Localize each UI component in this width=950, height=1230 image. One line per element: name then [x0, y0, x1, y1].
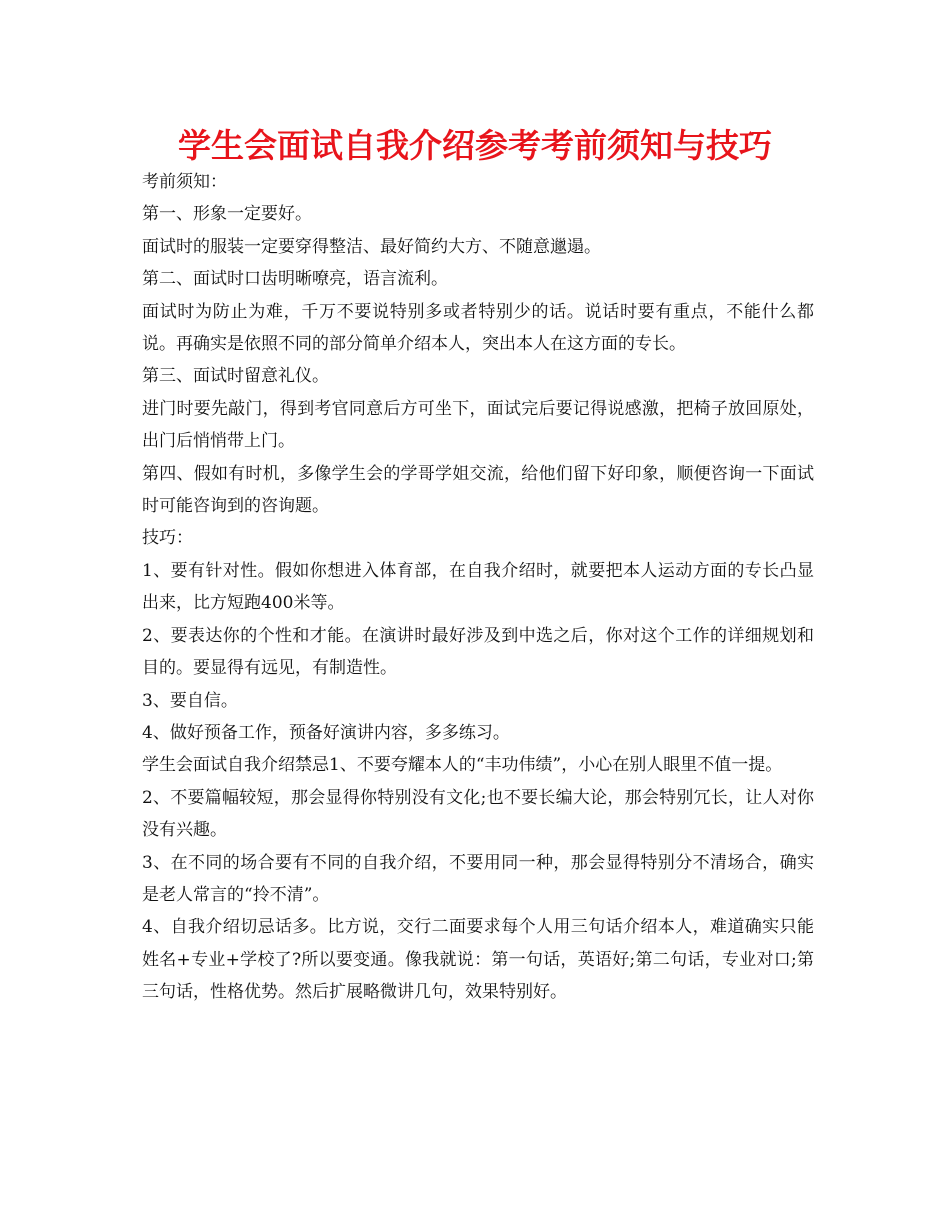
paragraph: 3、要自信。 [142, 690, 238, 711]
paragraph: 技巧： [142, 528, 193, 549]
paragraph: 4、做好预备工作，预备好演讲内容，多多练习。 [142, 722, 510, 743]
document-body [142, 166, 814, 1009]
paragraph: 第四、假如有时机，多像学生会的学哥学姐交流，给他们留下好印象，顺便咨询一下面试时可能咨询到的咨询题。 [142, 463, 814, 517]
paragraph: 2、要表达你的个性和才能。在演讲时最好涉及到中选之后，你对这个工作的详细规划和目的。要显得有远见，有制造性。 [142, 625, 814, 679]
paragraph: 第三、面试时留意礼仪。 [142, 366, 329, 387]
paragraph: 2、不要篇幅较短，那会显得你特别没有文化;也不要长编大论，那会特别冗长，让人对你没有兴趣。 [142, 787, 814, 841]
paragraph: 第二、面试时口齿明晰嘹亮，语言流利。 [142, 269, 448, 290]
paragraph: 1、要有针对性。假如你想进入体育部，在自我介绍时，就要把本人运动方面的专长凸显出来，比方短跑400米等。 [142, 560, 814, 614]
paragraph: 4、自我介绍切忌话多。比方说，交行二面要求每个人用三句话介绍本人，难道确实只能姓名+专业+学校了?所以要变通。像我就说：第一句话，英语好;第二句话，专业对口;第三句话，性格优势。然后扩展略微讲几句，效果特别好。 [142, 917, 814, 1003]
document-title: 学生会面试自我介绍参考考前须知与技巧 [178, 126, 772, 165]
paragraph: 学生会面试自我介绍禁忌1、不要夸耀本人的“丰功伟绩”，小心在别人眼里不值一提。 [142, 755, 783, 776]
paragraph: 考前须知： [142, 172, 227, 192]
paragraph: 面试时的服装一定要穿得整洁、最好简约大方、不随意邋遢。 [142, 236, 601, 257]
paragraph: 面试时为防止为难，千万不要说特别多或者特别少的话。说话时要有重点，不能什么都说。再确实是依照不同的部分简单介绍本人，突出本人在这方面的专长。 [142, 301, 814, 355]
paragraph: 第一、形象一定要好。 [142, 204, 312, 225]
paragraph: 3、在不同的场合要有不同的自我介绍，不要用同一种，那会显得特别分不清场合，确实是老人常言的“拎不清”。 [142, 852, 814, 905]
paragraph: 进门时要先敲门，得到考官同意后方可坐下，面试完后要记得说感激，把椅子放回原处，出门后悄悄带上门。 [142, 398, 814, 452]
